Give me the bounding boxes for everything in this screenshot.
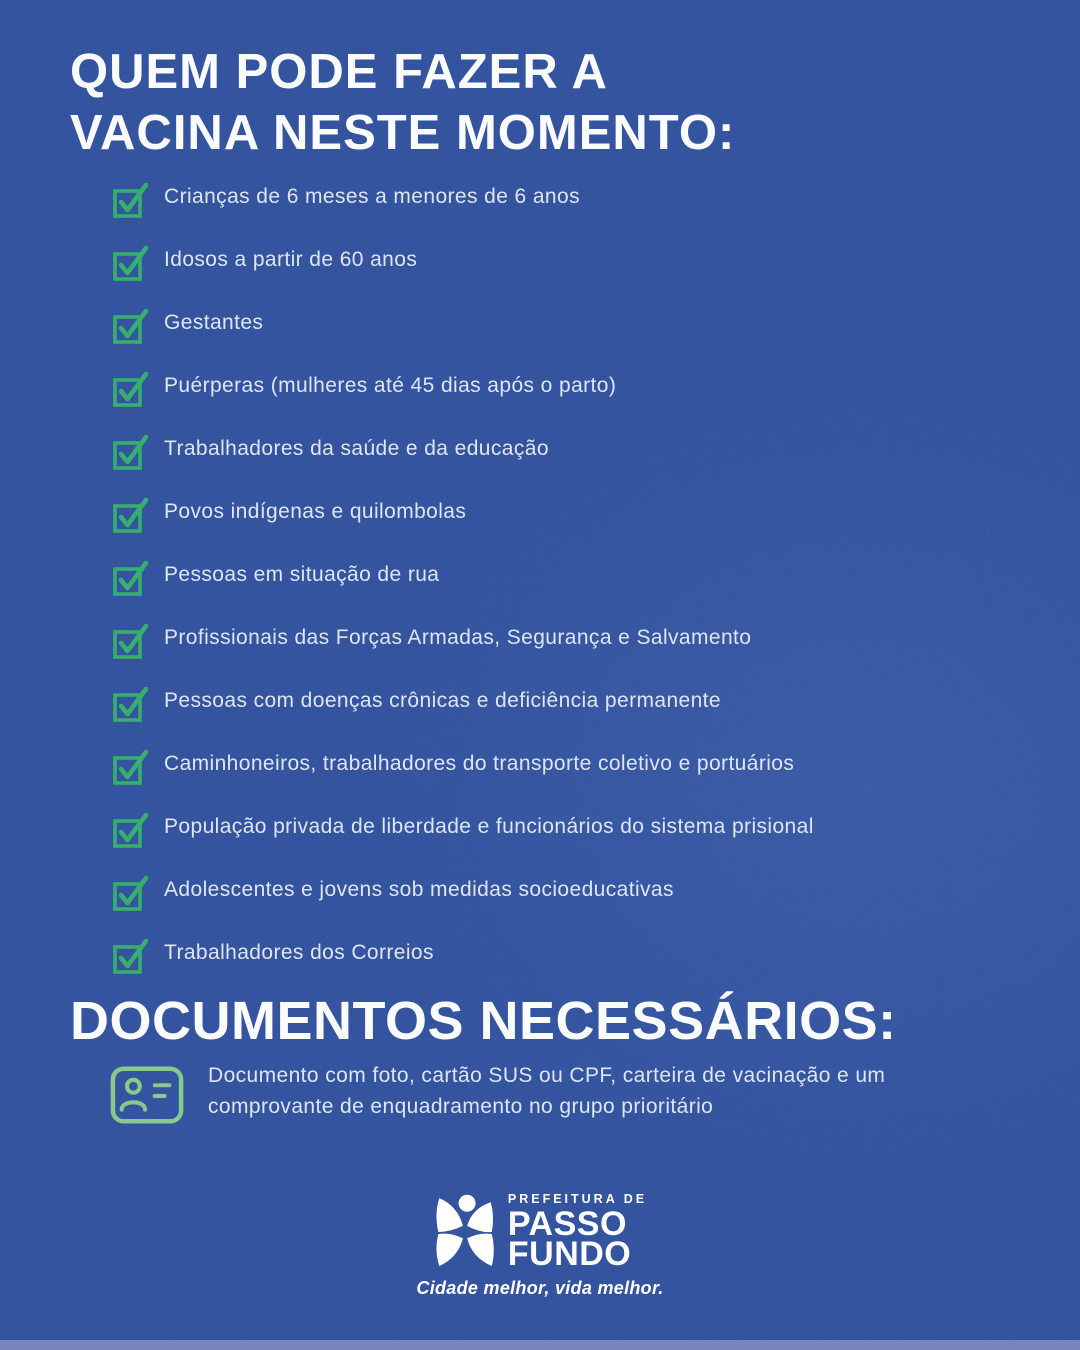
list-item	[112, 622, 814, 659]
list-item-label: Povos indígenas e quilombolas	[164, 500, 467, 523]
list-item-label: Gestantes	[164, 311, 264, 334]
page-title	[70, 42, 735, 164]
page-title-line1: QUEM PODE FAZER A	[70, 45, 608, 99]
city-slogan: Cidade melhor, vida melhor.	[416, 1278, 664, 1298]
eligibility-list	[112, 181, 814, 1000]
list-item-label: Profissionais das Forças Armadas, Segurança e Salvamento	[164, 626, 752, 649]
list-item	[112, 811, 814, 848]
checkbox-checked-icon	[112, 685, 150, 722]
list-item	[112, 307, 814, 344]
list-item-label: Adolescentes e jovens sob medidas socioeducativas	[164, 878, 674, 901]
checkbox-checked-icon	[112, 496, 150, 533]
documents-info	[110, 1060, 922, 1125]
list-item-label: Puérperas (mulheres até 45 dias após o parto)	[164, 374, 617, 397]
list-item	[112, 685, 814, 722]
list-item-label: Trabalhadores dos Correios	[164, 941, 434, 964]
bottom-accent-bar	[0, 1340, 1080, 1350]
list-item-label: Idosos a partir de 60 anos	[164, 248, 418, 271]
checkbox-checked-icon	[112, 811, 150, 848]
documents-text: Documento com foto, cartão SUS ou CPF, carteira de vacinação e um comprovante de enquadramento no grupo prioritário	[208, 1064, 886, 1118]
documents-heading: DOCUMENTOS NECESSÁRIOS:	[70, 991, 897, 1051]
org-name-line2: FUNDO	[507, 1235, 632, 1273]
org-name-line1: PASSO	[507, 1205, 627, 1243]
org-prefix-label: PREFEITURA DE	[507, 1192, 648, 1206]
list-item	[112, 559, 814, 596]
list-item-label: Trabalhadores da saúde e da educação	[164, 437, 549, 460]
list-item	[112, 874, 814, 911]
checkbox-checked-icon	[112, 370, 150, 407]
checkbox-checked-icon	[112, 433, 150, 470]
list-item	[112, 496, 814, 533]
checkbox-checked-icon	[112, 559, 150, 596]
checkbox-checked-icon	[112, 181, 150, 218]
list-item-label: Crianças de 6 meses a menores de 6 anos	[164, 185, 580, 208]
list-item	[112, 433, 814, 470]
checkbox-checked-icon	[112, 244, 150, 281]
prefeitura-logo	[0, 1192, 1080, 1299]
list-item-label: Caminhoneiros, trabalhadores do transporte coletivo e portuários	[164, 752, 795, 775]
list-item	[112, 748, 814, 785]
checkbox-checked-icon	[112, 748, 150, 785]
list-item-label: Pessoas com doenças crônicas e deficiência permanente	[164, 689, 721, 712]
passo-fundo-logo-mark-icon	[433, 1194, 495, 1268]
list-item	[112, 937, 814, 974]
list-item	[112, 370, 814, 407]
checkbox-checked-icon	[112, 622, 150, 659]
checkbox-checked-icon	[112, 874, 150, 911]
checkbox-checked-icon	[112, 937, 150, 974]
list-item	[112, 244, 814, 281]
list-item-label: Pessoas em situação de rua	[164, 563, 440, 586]
page-title-line2: VACINA NESTE MOMENTO:	[70, 106, 736, 160]
list-item	[112, 181, 814, 218]
checkbox-checked-icon	[112, 307, 150, 344]
id-card-icon	[110, 1065, 184, 1125]
list-item-label: População privada de liberdade e funcionários do sistema prisional	[164, 815, 814, 838]
